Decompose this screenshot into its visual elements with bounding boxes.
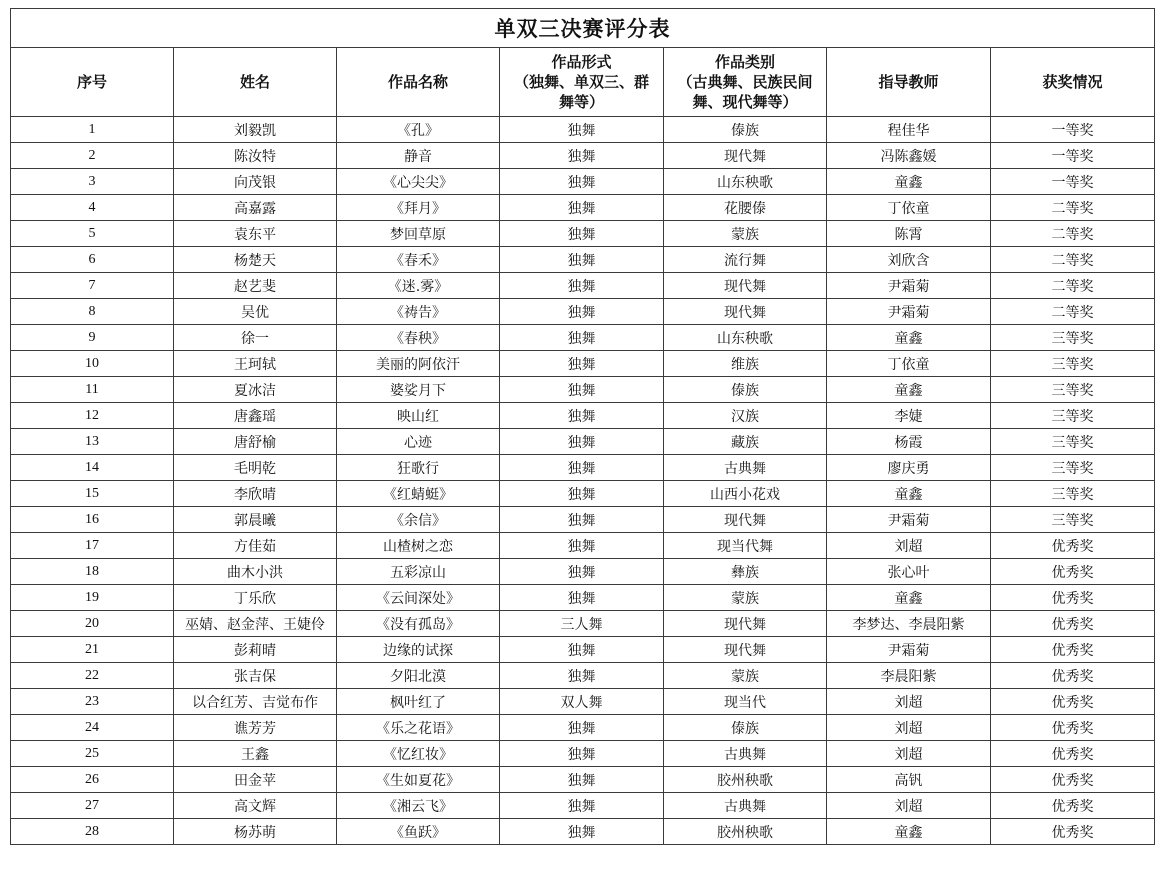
cell-form: 独舞 [500, 819, 664, 845]
cell-name: 杨楚天 [174, 247, 337, 273]
cell-award: 优秀奖 [991, 559, 1155, 585]
cell-work: 《拜月》 [337, 195, 500, 221]
cell-work: 《红蜻蜓》 [337, 481, 500, 507]
table-row [11, 325, 1155, 351]
cell-teacher: 刘欣含 [827, 247, 991, 273]
cell-form: 独舞 [500, 325, 664, 351]
cell-category: 彝族 [664, 559, 827, 585]
header-form-line: 作品形式 [551, 53, 612, 71]
cell-category: 古典舞 [664, 793, 827, 819]
cell-teacher: 丁依童 [827, 195, 991, 221]
cell-name: 赵艺斐 [174, 273, 337, 299]
cell-work: 《湘云飞》 [337, 793, 500, 819]
cell-form: 独舞 [500, 455, 664, 481]
table-row [11, 689, 1155, 715]
cell-work: 五彩凉山 [337, 559, 500, 585]
cell-name: 刘毅凯 [174, 117, 337, 143]
cell-form: 独舞 [500, 195, 664, 221]
cell-form: 独舞 [500, 559, 664, 585]
cell-category: 山东秧歌 [664, 325, 827, 351]
cell-no: 12 [11, 403, 174, 429]
cell-no: 7 [11, 273, 174, 299]
table-row [11, 455, 1155, 481]
cell-form: 独舞 [500, 663, 664, 689]
cell-form: 独舞 [500, 247, 664, 273]
cell-teacher: 童鑫 [827, 377, 991, 403]
cell-category: 汉族 [664, 403, 827, 429]
cell-form: 独舞 [500, 299, 664, 325]
cell-no: 14 [11, 455, 174, 481]
table-row [11, 195, 1155, 221]
cell-work: 《云间深处》 [337, 585, 500, 611]
cell-no: 26 [11, 767, 174, 793]
header-category-line: 舞、现代舞等） [692, 93, 798, 111]
cell-teacher: 丁依童 [827, 351, 991, 377]
table-row [11, 767, 1155, 793]
cell-award: 二等奖 [991, 299, 1155, 325]
cell-form: 独舞 [500, 533, 664, 559]
cell-category: 蒙族 [664, 585, 827, 611]
cell-category: 山西小花戏 [664, 481, 827, 507]
cell-teacher: 童鑫 [827, 481, 991, 507]
cell-form: 独舞 [500, 117, 664, 143]
cell-teacher: 尹霜菊 [827, 507, 991, 533]
table-row [11, 143, 1155, 169]
cell-category: 现代舞 [664, 611, 827, 637]
table-row [11, 793, 1155, 819]
cell-work: 静音 [337, 143, 500, 169]
cell-no: 20 [11, 611, 174, 637]
cell-form: 独舞 [500, 585, 664, 611]
cell-name: 曲木小洪 [174, 559, 337, 585]
cell-award: 三等奖 [991, 507, 1155, 533]
cell-form: 双人舞 [500, 689, 664, 715]
cell-work: 《余信》 [337, 507, 500, 533]
cell-work: 山楂树之恋 [337, 533, 500, 559]
cell-award: 一等奖 [991, 117, 1155, 143]
cell-form: 独舞 [500, 767, 664, 793]
cell-teacher: 程佳华 [827, 117, 991, 143]
cell-name: 夏冰洁 [174, 377, 337, 403]
cell-category: 现代舞 [664, 273, 827, 299]
cell-teacher: 李梦达、李晨阳紫 [827, 611, 991, 637]
table-row [11, 429, 1155, 455]
cell-work: 《鱼跃》 [337, 819, 500, 845]
cell-name: 王鑫 [174, 741, 337, 767]
cell-award: 优秀奖 [991, 819, 1155, 845]
cell-teacher: 童鑫 [827, 585, 991, 611]
header-teacher: 指导教师 [827, 48, 991, 117]
cell-no: 18 [11, 559, 174, 585]
cell-no: 16 [11, 507, 174, 533]
cell-work: 《生如夏花》 [337, 767, 500, 793]
cell-work: 《心尖尖》 [337, 169, 500, 195]
cell-work: 《春秧》 [337, 325, 500, 351]
cell-no: 5 [11, 221, 174, 247]
cell-category: 山东秧歌 [664, 169, 827, 195]
cell-work: 夕阳北漠 [337, 663, 500, 689]
cell-award: 优秀奖 [991, 585, 1155, 611]
cell-form: 独舞 [500, 741, 664, 767]
cell-category: 现当代 [664, 689, 827, 715]
header-category-line: 作品类别 [714, 53, 775, 71]
cell-name: 李欣晴 [174, 481, 337, 507]
cell-teacher: 尹霜菊 [827, 299, 991, 325]
cell-teacher: 冯陈鑫媛 [827, 143, 991, 169]
cell-no: 24 [11, 715, 174, 741]
header-row [11, 48, 1155, 117]
cell-teacher: 张心叶 [827, 559, 991, 585]
cell-work: 婆娑月下 [337, 377, 500, 403]
cell-name: 张吉保 [174, 663, 337, 689]
table-row [11, 585, 1155, 611]
cell-name: 高文辉 [174, 793, 337, 819]
table-body [11, 117, 1155, 845]
cell-teacher: 李婕 [827, 403, 991, 429]
cell-teacher: 刘超 [827, 715, 991, 741]
cell-award: 一等奖 [991, 143, 1155, 169]
cell-no: 1 [11, 117, 174, 143]
cell-name: 毛明乾 [174, 455, 337, 481]
cell-teacher: 童鑫 [827, 325, 991, 351]
cell-category: 花腰傣 [664, 195, 827, 221]
table-row [11, 559, 1155, 585]
cell-category: 现代舞 [664, 507, 827, 533]
cell-category: 现代舞 [664, 299, 827, 325]
cell-no: 9 [11, 325, 174, 351]
cell-award: 优秀奖 [991, 637, 1155, 663]
cell-teacher: 廖庆勇 [827, 455, 991, 481]
cell-work: 《孔》 [337, 117, 500, 143]
cell-award: 三等奖 [991, 351, 1155, 377]
table-row [11, 637, 1155, 663]
cell-award: 优秀奖 [991, 611, 1155, 637]
cell-name: 吴优 [174, 299, 337, 325]
table-row [11, 299, 1155, 325]
cell-award: 三等奖 [991, 377, 1155, 403]
table-row [11, 481, 1155, 507]
cell-category: 古典舞 [664, 741, 827, 767]
header-work: 作品名称 [337, 48, 500, 117]
cell-form: 独舞 [500, 793, 664, 819]
cell-no: 13 [11, 429, 174, 455]
cell-award: 优秀奖 [991, 689, 1155, 715]
cell-form: 独舞 [500, 637, 664, 663]
cell-award: 二等奖 [991, 221, 1155, 247]
cell-teacher: 刘超 [827, 689, 991, 715]
table-row [11, 819, 1155, 845]
cell-award: 优秀奖 [991, 767, 1155, 793]
cell-no: 6 [11, 247, 174, 273]
header-form [500, 48, 664, 117]
cell-work: 《迷.雾》 [337, 273, 500, 299]
cell-form: 三人舞 [500, 611, 664, 637]
cell-no: 25 [11, 741, 174, 767]
cell-work: 美丽的阿依汗 [337, 351, 500, 377]
cell-name: 唐舒榆 [174, 429, 337, 455]
cell-award: 三等奖 [991, 455, 1155, 481]
table-row [11, 663, 1155, 689]
cell-award: 二等奖 [991, 195, 1155, 221]
cell-teacher: 李晨阳紫 [827, 663, 991, 689]
cell-work: 《没有孤岛》 [337, 611, 500, 637]
cell-no: 23 [11, 689, 174, 715]
cell-no: 3 [11, 169, 174, 195]
cell-name: 袁东平 [174, 221, 337, 247]
header-category [664, 48, 827, 117]
cell-teacher: 高钒 [827, 767, 991, 793]
cell-form: 独舞 [500, 169, 664, 195]
cell-teacher: 童鑫 [827, 819, 991, 845]
cell-name: 高嘉露 [174, 195, 337, 221]
header-form-line: （独舞、单双三、群 [513, 73, 649, 91]
cell-teacher: 尹霜菊 [827, 637, 991, 663]
table-row [11, 741, 1155, 767]
cell-no: 27 [11, 793, 174, 819]
cell-work: 《祷告》 [337, 299, 500, 325]
table-row [11, 169, 1155, 195]
cell-name: 方佳茹 [174, 533, 337, 559]
cell-category: 胶州秧歌 [664, 819, 827, 845]
table-title: 单双三决赛评分表 [11, 9, 1155, 48]
header-category-line: （古典舞、民族民间 [677, 73, 813, 91]
table-row [11, 247, 1155, 273]
cell-work: 梦回草原 [337, 221, 500, 247]
cell-award: 二等奖 [991, 273, 1155, 299]
cell-no: 2 [11, 143, 174, 169]
cell-award: 三等奖 [991, 429, 1155, 455]
cell-form: 独舞 [500, 481, 664, 507]
cell-category: 现代舞 [664, 637, 827, 663]
score-sheet [10, 8, 1154, 845]
cell-teacher: 童鑫 [827, 169, 991, 195]
cell-work: 映山红 [337, 403, 500, 429]
cell-teacher: 刘超 [827, 793, 991, 819]
cell-form: 独舞 [500, 221, 664, 247]
cell-form: 独舞 [500, 143, 664, 169]
cell-teacher: 杨霞 [827, 429, 991, 455]
cell-name: 郭晨曦 [174, 507, 337, 533]
cell-form: 独舞 [500, 273, 664, 299]
table-row [11, 507, 1155, 533]
cell-no: 21 [11, 637, 174, 663]
cell-category: 维族 [664, 351, 827, 377]
cell-form: 独舞 [500, 715, 664, 741]
cell-teacher: 尹霜菊 [827, 273, 991, 299]
header-award: 获奖情况 [991, 48, 1155, 117]
cell-name: 王珂轼 [174, 351, 337, 377]
header-name: 姓名 [174, 48, 337, 117]
cell-category: 傣族 [664, 377, 827, 403]
table-row [11, 351, 1155, 377]
cell-award: 一等奖 [991, 169, 1155, 195]
cell-no: 22 [11, 663, 174, 689]
cell-no: 8 [11, 299, 174, 325]
cell-award: 优秀奖 [991, 715, 1155, 741]
score-table [10, 8, 1155, 845]
cell-name: 杨苏萌 [174, 819, 337, 845]
cell-no: 28 [11, 819, 174, 845]
header-form-line: 舞等） [558, 93, 604, 111]
cell-name: 巫婧、赵金萍、王婕伶 [174, 611, 337, 637]
cell-name: 向茂银 [174, 169, 337, 195]
cell-no: 15 [11, 481, 174, 507]
cell-name: 唐鑫瑶 [174, 403, 337, 429]
cell-award: 优秀奖 [991, 663, 1155, 689]
cell-name: 以合红芳、吉觉布作 [174, 689, 337, 715]
cell-category: 蒙族 [664, 663, 827, 689]
cell-no: 19 [11, 585, 174, 611]
cell-category: 傣族 [664, 715, 827, 741]
cell-name: 丁乐欣 [174, 585, 337, 611]
table-row [11, 221, 1155, 247]
table-row [11, 533, 1155, 559]
cell-award: 三等奖 [991, 481, 1155, 507]
table-row [11, 377, 1155, 403]
cell-name: 田金苹 [174, 767, 337, 793]
cell-no: 10 [11, 351, 174, 377]
cell-name: 徐一 [174, 325, 337, 351]
cell-form: 独舞 [500, 507, 664, 533]
cell-award: 优秀奖 [991, 741, 1155, 767]
cell-category: 傣族 [664, 117, 827, 143]
cell-category: 现代舞 [664, 143, 827, 169]
cell-award: 三等奖 [991, 325, 1155, 351]
cell-category: 古典舞 [664, 455, 827, 481]
cell-work: 《春禾》 [337, 247, 500, 273]
cell-category: 胶州秧歌 [664, 767, 827, 793]
cell-form: 独舞 [500, 351, 664, 377]
cell-category: 藏族 [664, 429, 827, 455]
cell-work: 《忆红妆》 [337, 741, 500, 767]
cell-award: 三等奖 [991, 403, 1155, 429]
table-row [11, 117, 1155, 143]
cell-no: 11 [11, 377, 174, 403]
cell-work: 枫叶红了 [337, 689, 500, 715]
cell-name: 陈汝特 [174, 143, 337, 169]
cell-name: 谯芳芳 [174, 715, 337, 741]
cell-work: 《乐之花语》 [337, 715, 500, 741]
cell-teacher: 刘超 [827, 533, 991, 559]
header-no: 序号 [11, 48, 174, 117]
cell-work: 心迹 [337, 429, 500, 455]
cell-award: 优秀奖 [991, 533, 1155, 559]
cell-award: 优秀奖 [991, 793, 1155, 819]
cell-teacher: 陈霄 [827, 221, 991, 247]
table-row [11, 611, 1155, 637]
cell-form: 独舞 [500, 403, 664, 429]
cell-form: 独舞 [500, 429, 664, 455]
cell-name: 彭莉晴 [174, 637, 337, 663]
table-row [11, 403, 1155, 429]
table-row [11, 273, 1155, 299]
cell-work: 狂歌行 [337, 455, 500, 481]
cell-category: 流行舞 [664, 247, 827, 273]
cell-category: 蒙族 [664, 221, 827, 247]
cell-work: 边缘的试探 [337, 637, 500, 663]
table-row [11, 715, 1155, 741]
cell-form: 独舞 [500, 377, 664, 403]
cell-teacher: 刘超 [827, 741, 991, 767]
title-row [11, 9, 1155, 48]
cell-no: 4 [11, 195, 174, 221]
cell-category: 现当代舞 [664, 533, 827, 559]
cell-no: 17 [11, 533, 174, 559]
cell-award: 二等奖 [991, 247, 1155, 273]
